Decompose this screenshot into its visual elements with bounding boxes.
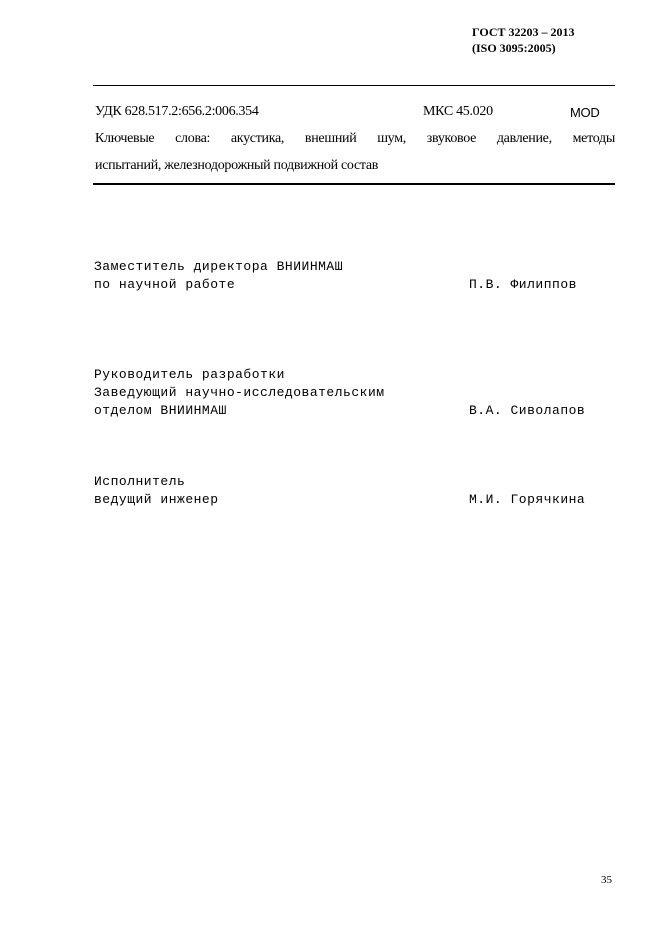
signature-title-1 — [94, 258, 343, 294]
keywords-line-2: испытаний, железнодорожный подвижной состав — [95, 158, 379, 173]
keywords-line-1 — [95, 131, 615, 147]
signature-title-line: Заместитель директора ВНИИНМАШ — [94, 259, 344, 274]
mod-label: MOD — [570, 105, 600, 120]
signature-name-1: П.В. Филиппов — [469, 277, 577, 292]
signature-title-line: Исполнитель — [94, 474, 186, 489]
keyword-word: акустика, — [230, 131, 285, 146]
mks-code: МКС 45.020 — [423, 104, 493, 119]
udk-code: УДК 628.517.2:656.2:006.354 — [95, 104, 259, 119]
iso-reference: (ISO 3095:2005) — [472, 41, 556, 55]
keyword-word: давление, — [496, 131, 552, 146]
page-number: 35 — [601, 874, 612, 886]
top-rule — [93, 85, 615, 86]
signature-title-line: Руководитель разработки — [94, 367, 285, 382]
keyword-word: внешний — [304, 131, 357, 146]
document-header — [472, 24, 575, 56]
keyword-word: шум, — [377, 131, 406, 146]
standard-number: ГОСТ 32203 – 2013 — [472, 25, 575, 39]
signature-name-3: М.И. Горячкина — [469, 492, 586, 507]
keyword-word: слова: — [175, 131, 211, 146]
signature-title-line: по научной работе — [94, 277, 236, 292]
signature-title-line: Заведующий научно-исследовательским — [94, 385, 385, 400]
signature-name-2: В.А. Сиволапов — [469, 403, 586, 418]
keyword-word: методы — [572, 131, 615, 146]
signature-title-line: отделом ВНИИНМАШ — [94, 403, 227, 418]
keyword-word: звуковое — [426, 131, 477, 146]
bottom-rule — [93, 183, 615, 185]
keyword-word: Ключевые — [95, 131, 155, 146]
signature-title-2 — [94, 366, 385, 420]
signature-title-3 — [94, 473, 219, 509]
signature-title-line: ведущий инженер — [94, 492, 219, 507]
